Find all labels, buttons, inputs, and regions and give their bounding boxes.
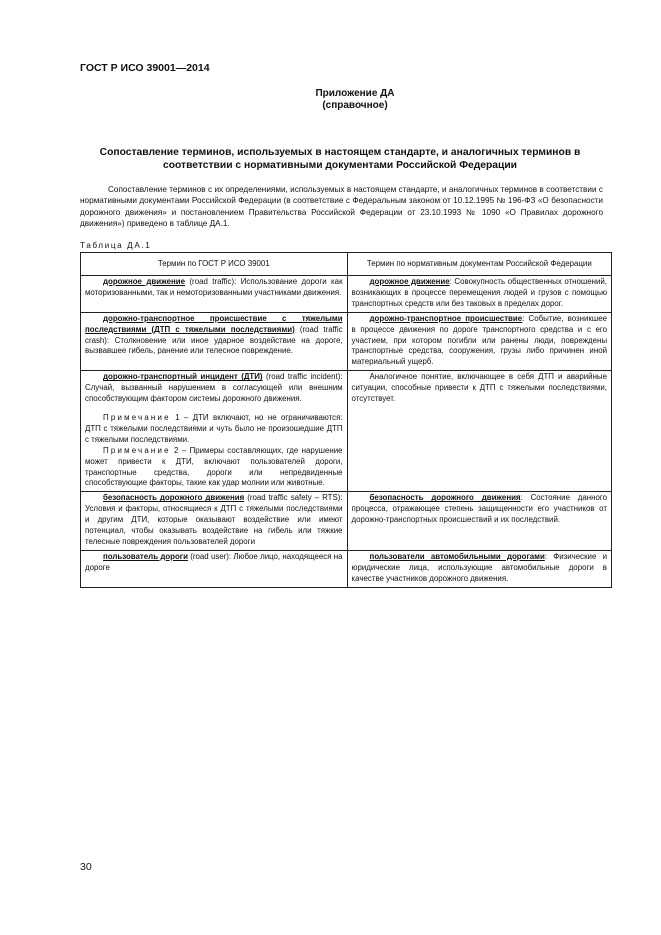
definition: (road traffic safety – RTS): Условия и факторы, относящиеся к ДТП с тяжелыми последствиями и другим ДТИ, которые оказывают воздействие или имеют потенциал, чтобы оказывать воздействие на гибель или тяжкие телесные повреждения пользователей дороги — [85, 493, 343, 546]
term: дорожное движение — [369, 277, 450, 286]
term: безопасность дорожного движения — [103, 493, 245, 503]
gost-definition-cell — [81, 312, 348, 371]
term: дорожное движение — [103, 277, 185, 286]
terms-table — [80, 252, 612, 588]
definition-text — [85, 314, 343, 358]
table-caption: Таблица ДА.1 — [80, 241, 152, 250]
note-label: Примечание — [103, 412, 171, 422]
rf-definition-cell — [347, 276, 611, 313]
definition: : Совокупность общественных отношений, возникающих в процессе перемещения людей и грузов с помощью транспортных средств или без таковых в пределах дорог. — [351, 277, 607, 308]
definition: : Физические и юридические лица, использующие автомобильные дороги в качестве участников дорожного движения. — [351, 551, 607, 583]
definition-text — [85, 277, 343, 299]
definition-text — [352, 493, 607, 526]
standard-code: ГОСТ Р ИСО 39001—2014 — [80, 62, 210, 74]
table-row — [81, 276, 612, 313]
appendix-heading — [280, 88, 430, 112]
note-label: Примечание — [103, 445, 171, 455]
term: дорожно-транспортное происшествие с тяжелыми последствиями (ДТП с тяжелыми последствиями) — [85, 313, 343, 334]
rf-definition-cell — [347, 371, 611, 492]
rf-definition-cell — [347, 550, 611, 587]
term: дорожно-транспортный инцидент (ДТИ) — [103, 372, 263, 382]
appendix-subtitle: (справочное) — [322, 100, 388, 111]
definition: (road traffic incident): Случай, вызванный нарушением в согласующей или внешним способствующим фактором системы дорожного движения. — [85, 372, 343, 404]
rf-definition-cell — [347, 312, 611, 371]
definition-text — [352, 552, 607, 585]
table-row — [81, 312, 612, 371]
term: дорожно-транспортное происшествие — [369, 313, 523, 323]
table-header-row — [81, 253, 612, 276]
table-row — [81, 492, 612, 551]
gost-definition-cell — [81, 276, 348, 313]
section-title: Сопоставление терминов, используемых в настоящем стандарте, и аналогичных терминов в соответствии с нормативными документами Российской Федерации — [99, 147, 581, 171]
definition: : Событие, возникшее в процессе движения по дороге транспортного средства и с его участием, при котором погибли или ранены люди, повреждены транспортные средства, сооружения, грузы либо причинен иной материальный ущерб. — [351, 313, 607, 367]
gost-definition-cell — [81, 492, 348, 551]
header-rf-term: Термин по нормативным документам Российской Федерации — [347, 253, 611, 276]
term: пользователь дороги — [103, 551, 188, 561]
appendix-title: Приложение ДА — [315, 88, 395, 99]
term: пользователи автомобильными дорогами — [369, 551, 545, 561]
definition-text: Аналогичное понятие, включающее в себя ДТП и аварийные ситуации, способные привести к ДТП с тяжелыми последствиями, отсутствует. — [351, 372, 607, 404]
definition: : Состояние данного процесса, отражающее степень защищенности его участников от дорожно-транспортных происшествий и их последствий. — [351, 493, 607, 525]
note-1 — [85, 413, 343, 446]
gost-definition-cell — [81, 550, 348, 587]
definition-text — [85, 552, 343, 574]
definition: (road traffic): Использование дороги как моторизованными, так и немоторизованными участниками движения. — [85, 277, 343, 297]
header-gost-term: Термин по ГОСТ Р ИСО 39001 — [81, 253, 348, 276]
intro-paragraph: Сопоставление терминов с их определениями, используемых в настоящем стандарте, и аналогичных терминов в соответствии с нормативными документами Российской Федерации (в соответствие с Федеральным законом от 10.12.1995 № 196-ФЗ «О безопасности дорожного движения» и постановлением Правительства Российской Федерации от 23.10.1993 № 1090 «О Правилах дорожного движения») приведено в таблице ДА.1. — [80, 185, 603, 228]
definition: (road traffic crash): Столкновение или иное ударное воздействие на дороге, вызвавшее гибель, ранение или телесное повреждение. — [85, 324, 343, 356]
table-row — [81, 550, 612, 587]
note-text: 2 – Примеры составляющих, где нарушение может привести к ДТИ, включают пользователей дороги, транспортные средства, дороги или непредвиденные способствующие факторы, такие как удар молнии или животные. — [85, 445, 343, 488]
definition-text — [85, 493, 343, 548]
table-row — [81, 371, 612, 492]
definition-text — [85, 372, 343, 405]
gost-definition-cell — [81, 371, 348, 492]
page-number: 30 — [80, 861, 92, 873]
definition-text — [352, 314, 607, 369]
note-2 — [85, 446, 343, 490]
term: безопасность дорожного движения — [369, 493, 521, 503]
note-text: 1 – ДТИ включают, но не ограничиваются: ДТП с тяжелыми последствиями и чуть было не произошедшие ДТП с тяжелыми последствиями. — [85, 412, 343, 444]
rf-definition-cell — [347, 492, 611, 551]
definition-text — [352, 277, 607, 310]
definition: (road user): Любое лицо, находящееся на дороге — [85, 551, 343, 572]
